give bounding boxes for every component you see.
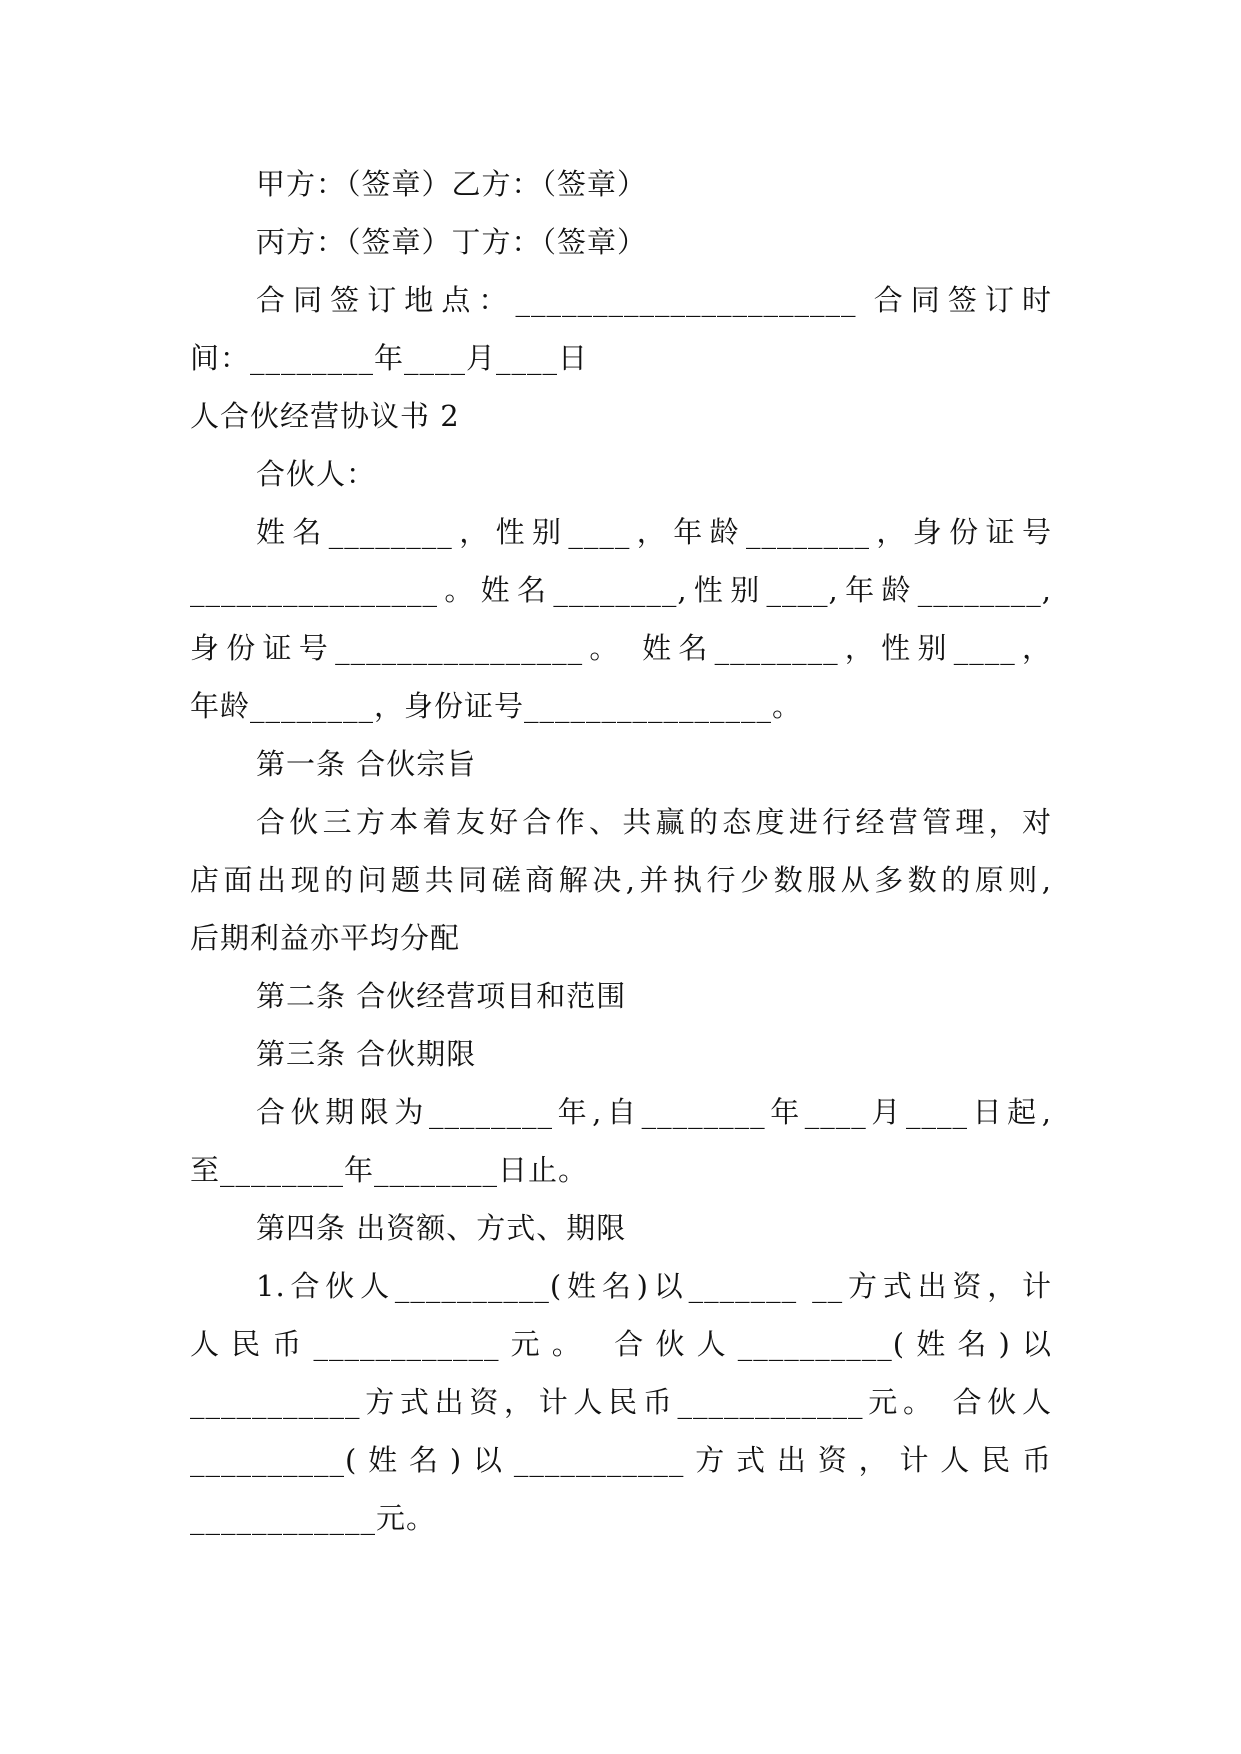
signature-line-2: 丙方：（签章）丁方：（签章） (256, 225, 648, 259)
signing-place-time-line-2: 间：________年____月____日 (190, 341, 589, 375)
article-4-heading: 第四条 出资额、方式、期限 (256, 1211, 627, 1245)
partners-line: 姓名________，性别____，年龄________，身份证号 (256, 515, 1052, 549)
article-2-heading: 第二条 合伙经营项目和范围 (256, 979, 627, 1013)
signature-line-1: 甲方：（签章）乙方：（签章） (256, 167, 648, 201)
document-title: 人合伙经营协议书 2 (190, 399, 460, 433)
partners-line: 身份证号________________。 姓名________，性别____， (190, 631, 1052, 665)
partners-line: ________________。姓名________,性别____,年龄________, (190, 573, 1052, 607)
article-3-text-line: 合伙期限为________年,自________年____月____日起, (256, 1095, 1052, 1129)
partners-label: 合伙人： (256, 457, 377, 491)
signing-place-time-line-1: 合同签订地点：______________________ 合同签订时 (256, 283, 1052, 317)
article-4-text-line: __________(姓名)以___________方式出资，计人民币 (190, 1443, 1052, 1477)
article-3-heading: 第三条 合伙期限 (256, 1037, 477, 1071)
article-1-text-line: 后期利益亦平均分配 (190, 921, 461, 955)
article-1-heading: 第一条 合伙宗旨 (256, 747, 477, 781)
partners-line: 年龄________，身份证号________________。 (190, 689, 803, 723)
article-4-text-line: 1.合伙人__________(姓名)以_______ __方式出资，计 (256, 1269, 1052, 1303)
article-3-text-line: 至________年________日止。 (190, 1153, 589, 1187)
article-1-text-line: 店面出现的问题共同磋商解决,并执行少数服从多数的原则, (190, 863, 1052, 897)
article-4-text-line: ___________方式出资，计人民币____________元。 合伙人 (190, 1385, 1052, 1419)
article-1-text-line: 合伙三方本着友好合作、共赢的态度进行经营管理，对 (256, 805, 1052, 839)
article-4-text-line: ____________元。 (190, 1501, 437, 1535)
article-4-text-line: 人民币____________元。 合伙人__________(姓名)以 (190, 1327, 1052, 1361)
document-body (190, 155, 1052, 1547)
